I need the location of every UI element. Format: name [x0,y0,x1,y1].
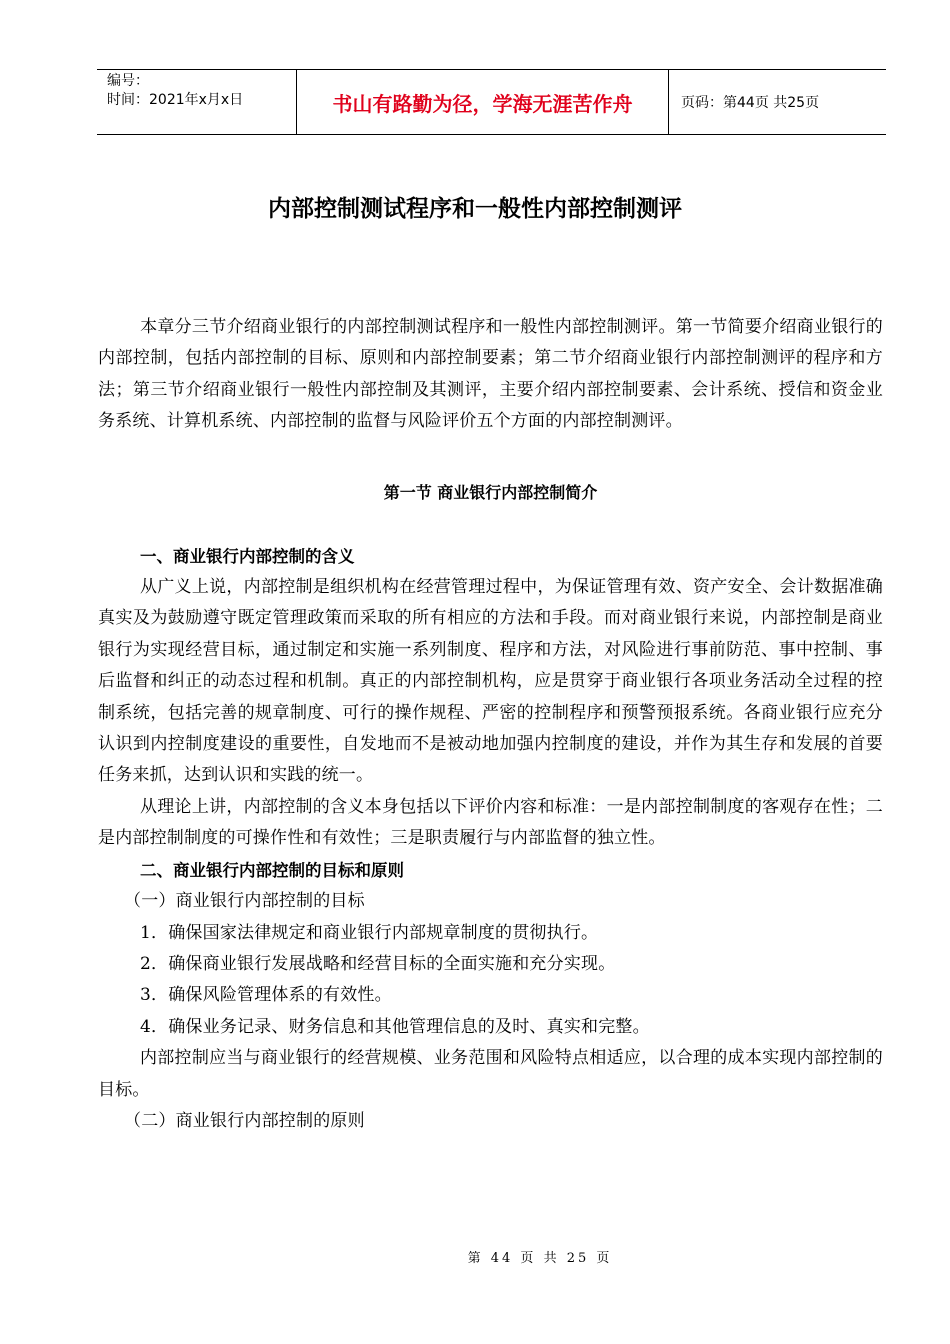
list-item: 3．确保风险管理体系的有效性。 [140,985,392,1006]
paragraph-theory [98,792,883,855]
page-footer: 第 44 页 共 25 页 [467,1251,613,1266]
paragraph-text: 内部控制应当与商业银行的经营规模、业务范围和风险特点相适应，以合理的成本实现内部控制的目标。 [98,1048,883,1100]
list-item: 2．确保商业银行发展战略和经营目标的全面实施和充分实现。 [140,953,616,974]
time-label: 时间：2021年x月x日 [107,92,244,108]
document-body [98,312,883,1137]
intro-text: 本章分三节介绍商业银行的内部控制测试程序和一般性内部控制测评。第一节简要介绍商业银行的内部控制，包括内部控制的目标、原则和内部控制要素；第二节介绍商业银行内部控制测评的程序和方法；第三节介绍商业银行一般性内部控制及其测评，主要介绍内部控制要素、会计系统、授信和资金业务系统、计算机系统、内部控制的监督与风险评价五个方面的内部控制测评。 [98,317,883,432]
subheading-principles: （二）商业银行内部控制的原则 [124,1110,365,1131]
heading-objectives-principles: 二、商业银行内部控制的目标和原则 [140,860,404,880]
subheading-objectives: （一）商业银行内部控制的目标 [124,891,365,912]
paragraph-broad-definition [98,572,883,792]
paragraph-scale [98,1043,883,1106]
document-title: 内部控制测试程序和一般性内部控制测评 [268,196,682,222]
intro-paragraph [98,312,883,438]
section-title: 第一节 商业银行内部控制简介 [383,482,598,502]
header-motto: 书山有路勤为径，学海无涯苦作舟 [297,70,669,134]
header-meta [97,70,297,134]
page-header [97,69,886,135]
list-item: 4．确保业务记录、财务信息和其他管理信息的及时、真实和完整。 [140,1016,650,1037]
list-item: 1．确保国家法律规定和商业银行内部规章制度的贯彻执行。 [140,922,599,943]
paragraph-text: 从广义上说，内部控制是组织机构在经营管理过程中，为保证管理有效、资产安全、会计数据准确真实及为鼓励遵守既定管理政策而采取的所有相应的方法和手段。而对商业银行来说，内部控制是商业银行为实现经营目标，通过制定和实施一系列制度、程序和方法，对风险进行事前防范、事中控制、事后监督和纠正的动态过程和机制。真正的内部控制机构，应是贯穿于商业银行各项业务活动全过程的控制系统，包括完善的规章制度、可行的操作规程、严密的控制程序和预警预报系统。各商业银行应充分认识到内控制度建设的重要性，自发地而不是被动地加强内控制度的建设，并作为其生存和发展的首要任务来抓，达到认识和实践的统一。 [98,577,883,786]
header-page-info: 页码：第44页 共25页 [681,95,820,111]
paragraph-text: 从理论上讲，内部控制的含义本身包括以下评价内容和标准：一是内部控制制度的客观存在性；二是内部控制制度的可操作性和有效性；三是职责履行与内部监督的独立性。 [98,796,883,849]
heading-meaning: 一、商业银行内部控制的含义 [140,546,355,566]
number-label: 编号： [107,73,149,89]
